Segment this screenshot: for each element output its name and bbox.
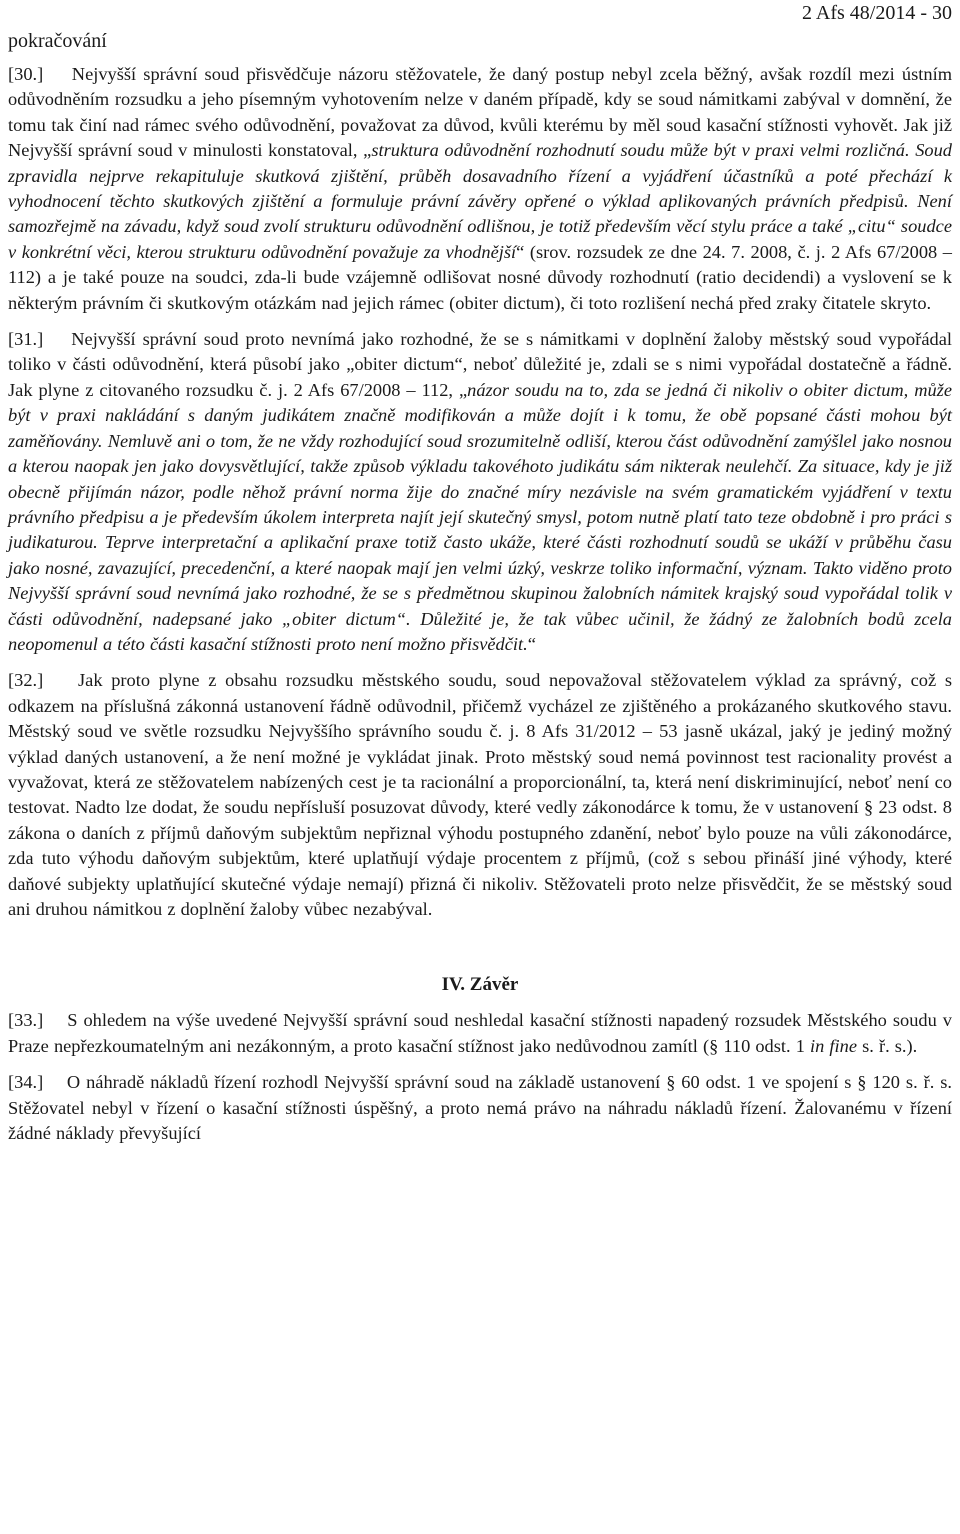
continuation-label: pokračování xyxy=(8,30,107,52)
paragraph-31-run: “ xyxy=(527,633,536,654)
paragraph-30-run: “ (srov. rozsudek ze dne 24. 7. 2008, č. j. 2 Afs 67/2008 – 112) a je také pouze na soudci, zda-li bude vzájemně odlišovat nosné důvody rozhodnutí (ratio decidendi) a vyslovení se k některým právním či skutkovým otázkám nad jejich rámec (obiter dictum), či toto rozlišení nechá před zraky čitatele skryto. xyxy=(8,241,953,313)
paragraph-32-run: [32.] Jak proto plyne z obsahu rozsudku městského soudu, soud nepovažoval stěžovatelem výklad za správný, což s odkazem na příslušná zákonná ustanovení řádně odůvodnil, přičemž vycházel ze zjištěného a prokázaného skutkového stavu. Městský soud ve světle rozsudku Nejvyššího správního soudu č. j. 8 Afs 31/2012 – 53 jasně ukázal, jaký je jediný možný výklad daných ustanovení, a že není možné je vykládat jinak. Proto městský soud nemá povinnost test racionality provést a vyvažovat, která ze stěžovatelem nabízených cest je ta racionální a proporcionální, ta, která není diskriminující, neboť není co testovat. Nadto lze dodat, že soudu nepřísluší posuzovat důvody, které vedly zákonodárce k tomu, že v ustanovení § 23 odst. 8 zákona o daních z příjmů daňovým subjektům nepřiznal výhodu postupného zdanění, neboť bylo pouze na vůli zákonodárce, zda tuto výhodu daňovým subjektům, které uplatňují výdaje procentem z příjmů, (což s sebou přináší jiné výhody, které daňové subjekty uplatňující skutečné výdaje nemají) přizná či nikoliv. Stěžovateli proto nelze přisvědčit, že se městský soud ani druhou námitkou z doplnění žaloby vůbec nezabýval. xyxy=(8,670,952,919)
section-heading: IV. Závěr xyxy=(441,974,519,996)
paragraph-33-run: s. ř. s.). xyxy=(857,1035,918,1056)
paragraph-32 xyxy=(8,668,952,922)
case-number: 2 Afs 48/2014 - 30 xyxy=(802,2,952,24)
paragraph-30-quote: struktura odůvodnění rozhodnutí soudu může být v praxi velmi rozličná. Soud zpravidla nejprve rekapituluje skutková zjištění, průběh dosavadního řízení a vyjádření účastníků a poté přechází k vyhodnocení těchto skutkových zjištění a formuluje právní závěry opřené o výklad aplikovaných právních předpisů. Není samozřejmě na závadu, když soud zvolí strukturu odůvodnění odlišnou, je totiž především věcí stylu práce a také „citu“ soudce v konkrétní věci, kterou strukturu odůvodnění považuje za vhodnější xyxy=(8,140,952,262)
page-header xyxy=(8,0,952,62)
paragraph-33-run: [33.] S ohledem na výše uvedené Nejvyšší správní soud neshledal kasační stížnosti napadený rozsudek Městského soudu v Praze nepřezkoumatelným ani nezákonným, a proto kasační stížnost jako nedůvodnou zamítl (§ 110 odst. 1 xyxy=(8,1010,952,1056)
paragraph-34 xyxy=(8,1070,952,1146)
document-page xyxy=(8,0,952,1534)
paragraph-30-run: [30.] Nejvyšší správní soud přisvědčuje názoru stěžovatele, že daný postup nebyl zcela běžný, avšak rozdíl mezi ústním odůvodněním rozsudku a jeho písemným vyhotovením nelze v daném případě, kdy se soud námitkami zabýval v domnění, že tomu tak činí nad rámec svého odůvodnění, považovat za důvod, kvůli kterému by měl soud kasační stížnosti vyhovět. Jak již Nejvyšší správní soud v minulosti konstatoval, „ xyxy=(8,64,952,161)
paragraph-33-latin-term: in fine xyxy=(810,1035,857,1056)
paragraph-31-quote: názor soudu na to, zda se jedná či nikoliv o obiter dictum, může být v praxi nakládání s daným judikátem značně modifikován a může dojít i k tomu, že obě popsané části mohou být zaměňovány. Nemluvě ani o tom, že ne vždy rozhodující soud srozumitelně odliší, kterou část odůvodnění zamýšlel jako nosnou a kterou naopak jen jako dovysvětlující, takže způsob výkladu takovéhoto judikátu sám nikterak neulehčí. Za situace, kdy je již obecně přijímán názor, podle něhož právní norma žije do značné míry nezávisle na svém gramatickém vyjádření v textu právního předpisu a je především úkolem interpreta najít její skutečný smysl, potom nutně platí tato teze obdobně i pro práci s judikaturou. Teprve interpretační a aplikační praxe totiž často ukáže, které části rozhodnutí soudů se ukáží v průběhu času jako nosné, zavazující, precedenční, a které naopak mají jen velmi úzký, veskrze toliko informační, význam. Takto viděno proto Nejvyšší správní soud nevnímá jako rozhodné, že se s předmětnou skupinou žalobních námitek krajský soud vypořádal tolik v části odůvodnění, nadepsané jako „obiter dictum“. Důležité je, že tak vůbec učinil, že žádný ze žalobních bodů zcela neopomenul a této části kasační stížnosti proto není možno přisvědčit. xyxy=(8,379,952,654)
paragraph-33 xyxy=(8,1008,952,1059)
paragraph-31-run: [31.] Nejvyšší správní soud proto nevnímá jako rozhodné, že se s námitkami v doplnění žaloby městský soud vypořádal toliko v části odůvodnění, která působí jako „obiter dictum“, neboť důležité je, zdali se s nimi vypořádal dostatečně a řádně. Jak plyne z citovaného rozsudku č. j. 2 Afs 67/2008 – 112, „ xyxy=(8,329,952,400)
paragraph-30 xyxy=(8,62,952,316)
paragraph-31 xyxy=(8,327,952,657)
paragraph-34-run: [34.] O náhradě nákladů řízení rozhodl Nejvyšší správní soud na základě ustanovení § 60 odst. 1 ve spojení s § 120 s. ř. s. Stěžovatel nebyl v řízení o kasační stížnosti úspěšný, a proto nemá právo na náhradu nákladů řízení. Žalovanému v řízení žádné náklady převyšující xyxy=(8,1072,952,1144)
